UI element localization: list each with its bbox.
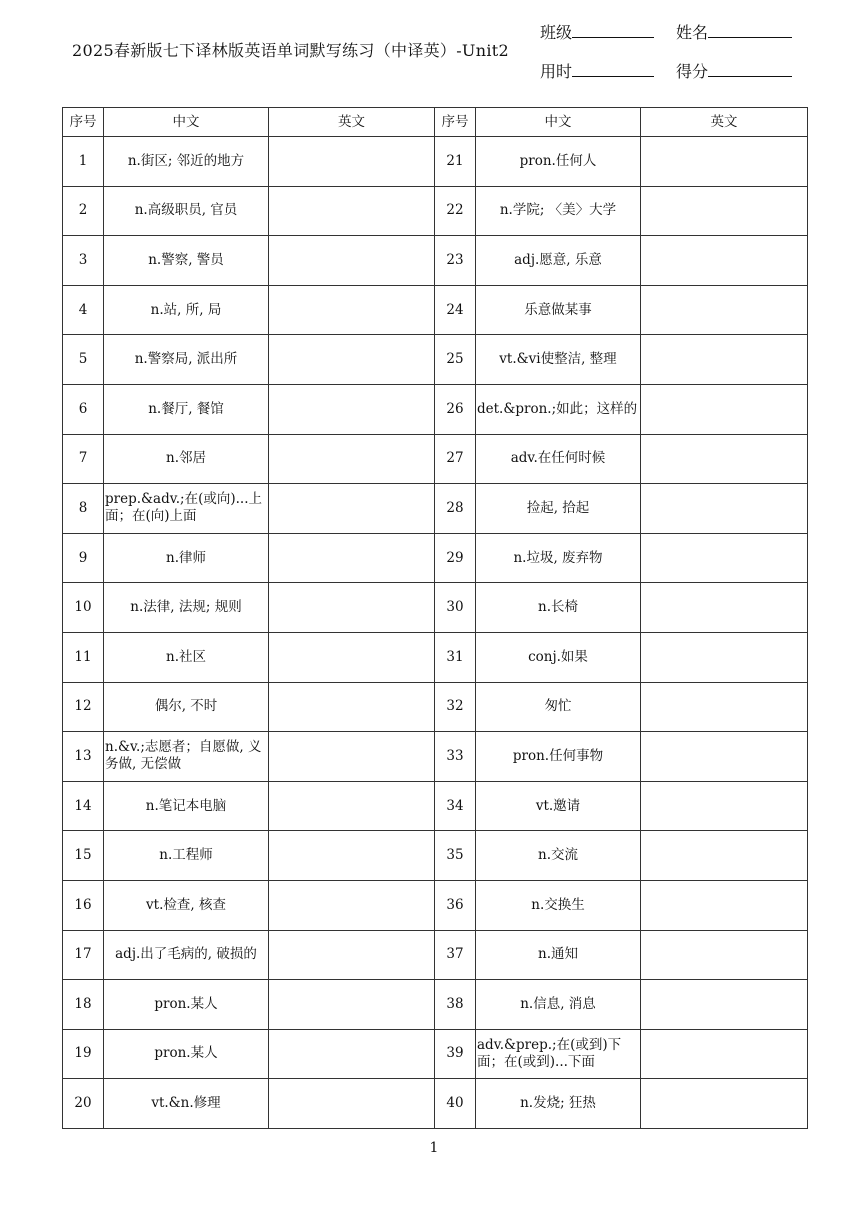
- english-answer-cell[interactable]: [641, 632, 808, 682]
- chinese-meaning: prep.&adv.;在(或向)...上面；在(向)上面: [104, 484, 269, 534]
- chinese-meaning: adv.&prep.;在(或到)下面；在(或到)...下面: [476, 1029, 641, 1079]
- english-answer-cell[interactable]: [641, 583, 808, 633]
- vocabulary-table: [62, 107, 808, 1129]
- english-answer-cell[interactable]: [269, 1079, 435, 1129]
- chinese-meaning: n.笔记本电脑: [104, 781, 269, 831]
- english-answer-cell[interactable]: [269, 285, 435, 335]
- row-number: 34: [435, 781, 476, 831]
- row-number: 2: [63, 186, 104, 236]
- english-answer-cell[interactable]: [641, 980, 808, 1030]
- row-number: 17: [63, 930, 104, 980]
- header-number-left: 序号: [63, 108, 104, 137]
- row-number: 14: [63, 781, 104, 831]
- english-answer-cell[interactable]: [269, 484, 435, 534]
- page-number: 1: [429, 1140, 439, 1156]
- table-header-row: [63, 108, 808, 137]
- table-row: [63, 1079, 808, 1129]
- row-number: 20: [63, 1079, 104, 1129]
- chinese-meaning: n.街区; 邻近的地方: [104, 137, 269, 187]
- table-row: [63, 484, 808, 534]
- name-field: [676, 20, 792, 43]
- chinese-meaning: n.交流: [476, 831, 641, 881]
- english-answer-cell[interactable]: [641, 186, 808, 236]
- chinese-meaning: adv.在任何时候: [476, 434, 641, 484]
- chinese-meaning: pron.任何人: [476, 137, 641, 187]
- chinese-meaning: adj.出了毛病的, 破损的: [104, 930, 269, 980]
- row-number: 15: [63, 831, 104, 881]
- chinese-meaning: n.站, 所, 局: [104, 285, 269, 335]
- score-field: [676, 59, 792, 82]
- row-number: 38: [435, 980, 476, 1030]
- english-answer-cell[interactable]: [641, 930, 808, 980]
- chinese-meaning: n.法律, 法规; 规则: [104, 583, 269, 633]
- table-row: [63, 384, 808, 434]
- time-blank-line[interactable]: [572, 62, 654, 77]
- time-field: [540, 59, 654, 82]
- chinese-meaning: 捡起, 拾起: [476, 484, 641, 534]
- row-number: 16: [63, 880, 104, 930]
- table-row: [63, 335, 808, 385]
- class-field: [540, 20, 654, 43]
- score-label: 得分: [676, 62, 709, 81]
- row-number: 39: [435, 1029, 476, 1079]
- score-blank-line[interactable]: [708, 62, 792, 77]
- worksheet-title: 2025春新版七下译林版英语单词默写练习（中译英）-Unit2: [72, 41, 509, 60]
- english-answer-cell[interactable]: [269, 880, 435, 930]
- table-row: [63, 1029, 808, 1079]
- row-number: 29: [435, 533, 476, 583]
- row-number: 24: [435, 285, 476, 335]
- table-row: [63, 732, 808, 782]
- english-answer-cell[interactable]: [641, 384, 808, 434]
- english-answer-cell[interactable]: [641, 1029, 808, 1079]
- chinese-meaning: n.餐厅, 餐馆: [104, 384, 269, 434]
- english-answer-cell[interactable]: [269, 583, 435, 633]
- row-number: 22: [435, 186, 476, 236]
- chinese-meaning: adj.愿意, 乐意: [476, 236, 641, 286]
- chinese-meaning: n.邻居: [104, 434, 269, 484]
- table-row: [63, 831, 808, 881]
- english-answer-cell[interactable]: [641, 137, 808, 187]
- english-answer-cell[interactable]: [269, 682, 435, 732]
- chinese-meaning: vt.邀请: [476, 781, 641, 831]
- row-number: 11: [63, 632, 104, 682]
- row-number: 31: [435, 632, 476, 682]
- row-number: 10: [63, 583, 104, 633]
- english-answer-cell[interactable]: [641, 682, 808, 732]
- header-number-right: 序号: [435, 108, 476, 137]
- english-answer-cell[interactable]: [641, 732, 808, 782]
- chinese-meaning: pron.某人: [104, 1029, 269, 1079]
- english-answer-cell[interactable]: [269, 384, 435, 434]
- chinese-meaning: n.社区: [104, 632, 269, 682]
- row-number: 8: [63, 484, 104, 534]
- chinese-meaning: pron.某人: [104, 980, 269, 1030]
- row-number: 1: [63, 137, 104, 187]
- english-answer-cell[interactable]: [269, 781, 435, 831]
- english-answer-cell[interactable]: [641, 335, 808, 385]
- english-answer-cell[interactable]: [641, 484, 808, 534]
- row-number: 37: [435, 930, 476, 980]
- row-number: 12: [63, 682, 104, 732]
- chinese-meaning: vt.检查, 核查: [104, 880, 269, 930]
- english-answer-cell[interactable]: [269, 533, 435, 583]
- row-number: 36: [435, 880, 476, 930]
- name-blank-line[interactable]: [708, 23, 792, 38]
- chinese-meaning: vt.&vi使整洁, 整理: [476, 335, 641, 385]
- row-number: 30: [435, 583, 476, 633]
- class-blank-line[interactable]: [572, 23, 654, 38]
- chinese-meaning: n.交换生: [476, 880, 641, 930]
- english-answer-cell[interactable]: [641, 434, 808, 484]
- class-label: 班级: [540, 23, 573, 42]
- english-answer-cell[interactable]: [269, 137, 435, 187]
- row-number: 28: [435, 484, 476, 534]
- english-answer-cell[interactable]: [641, 1079, 808, 1129]
- english-answer-cell[interactable]: [269, 980, 435, 1030]
- row-number: 18: [63, 980, 104, 1030]
- table-row: [63, 434, 808, 484]
- chinese-meaning: n.通知: [476, 930, 641, 980]
- english-answer-cell[interactable]: [641, 831, 808, 881]
- row-number: 13: [63, 732, 104, 782]
- english-answer-cell[interactable]: [269, 732, 435, 782]
- english-answer-cell[interactable]: [269, 632, 435, 682]
- header-chinese-left: 中文: [104, 108, 269, 137]
- chinese-meaning: n.垃圾, 废弃物: [476, 533, 641, 583]
- row-number: 9: [63, 533, 104, 583]
- row-number: 4: [63, 285, 104, 335]
- chinese-meaning: det.&pron.;如此；这样的: [476, 384, 641, 434]
- english-answer-cell[interactable]: [269, 1029, 435, 1079]
- english-answer-cell[interactable]: [269, 335, 435, 385]
- table-row: [63, 236, 808, 286]
- header-english-left: 英文: [269, 108, 435, 137]
- chinese-meaning: 偶尔, 不时: [104, 682, 269, 732]
- chinese-meaning: n.长椅: [476, 583, 641, 633]
- row-number: 19: [63, 1029, 104, 1079]
- row-number: 32: [435, 682, 476, 732]
- chinese-meaning: n.高级职员, 官员: [104, 186, 269, 236]
- header-english-right: 英文: [641, 108, 808, 137]
- time-label: 用时: [540, 62, 573, 81]
- english-answer-cell[interactable]: [641, 285, 808, 335]
- table-row: [63, 186, 808, 236]
- english-answer-cell[interactable]: [269, 186, 435, 236]
- english-answer-cell[interactable]: [269, 236, 435, 286]
- chinese-meaning: n.信息, 消息: [476, 980, 641, 1030]
- english-answer-cell[interactable]: [269, 434, 435, 484]
- row-number: 26: [435, 384, 476, 434]
- row-number: 21: [435, 137, 476, 187]
- header-chinese-right: 中文: [476, 108, 641, 137]
- table-row: [63, 682, 808, 732]
- table-row: [63, 980, 808, 1030]
- table-row: [63, 285, 808, 335]
- chinese-meaning: n.律师: [104, 533, 269, 583]
- english-answer-cell[interactable]: [269, 930, 435, 980]
- row-number: 25: [435, 335, 476, 385]
- english-answer-cell[interactable]: [641, 236, 808, 286]
- chinese-meaning: n.发烧; 狂热: [476, 1079, 641, 1129]
- row-number: 40: [435, 1079, 476, 1129]
- chinese-meaning: n.学院; 〈美〉大学: [476, 186, 641, 236]
- english-answer-cell[interactable]: [269, 831, 435, 881]
- english-answer-cell[interactable]: [641, 781, 808, 831]
- table-row: [63, 632, 808, 682]
- row-number: 23: [435, 236, 476, 286]
- table-row: [63, 781, 808, 831]
- table-row: [63, 880, 808, 930]
- row-number: 5: [63, 335, 104, 385]
- row-number: 3: [63, 236, 104, 286]
- table-row: [63, 533, 808, 583]
- table-row: [63, 137, 808, 187]
- row-number: 6: [63, 384, 104, 434]
- table-row: [63, 930, 808, 980]
- chinese-meaning: 匆忙: [476, 682, 641, 732]
- row-number: 7: [63, 434, 104, 484]
- chinese-meaning: pron.任何事物: [476, 732, 641, 782]
- chinese-meaning: n.工程师: [104, 831, 269, 881]
- chinese-meaning: vt.&n.修理: [104, 1079, 269, 1129]
- chinese-meaning: n.警察, 警员: [104, 236, 269, 286]
- table-row: [63, 583, 808, 633]
- chinese-meaning: n.警察局, 派出所: [104, 335, 269, 385]
- row-number: 33: [435, 732, 476, 782]
- name-label: 姓名: [676, 23, 709, 42]
- chinese-meaning: 乐意做某事: [476, 285, 641, 335]
- row-number: 27: [435, 434, 476, 484]
- row-number: 35: [435, 831, 476, 881]
- english-answer-cell[interactable]: [641, 880, 808, 930]
- english-answer-cell[interactable]: [641, 533, 808, 583]
- chinese-meaning: n.&v.;志愿者；自愿做, 义务做, 无偿做: [104, 732, 269, 782]
- chinese-meaning: conj.如果: [476, 632, 641, 682]
